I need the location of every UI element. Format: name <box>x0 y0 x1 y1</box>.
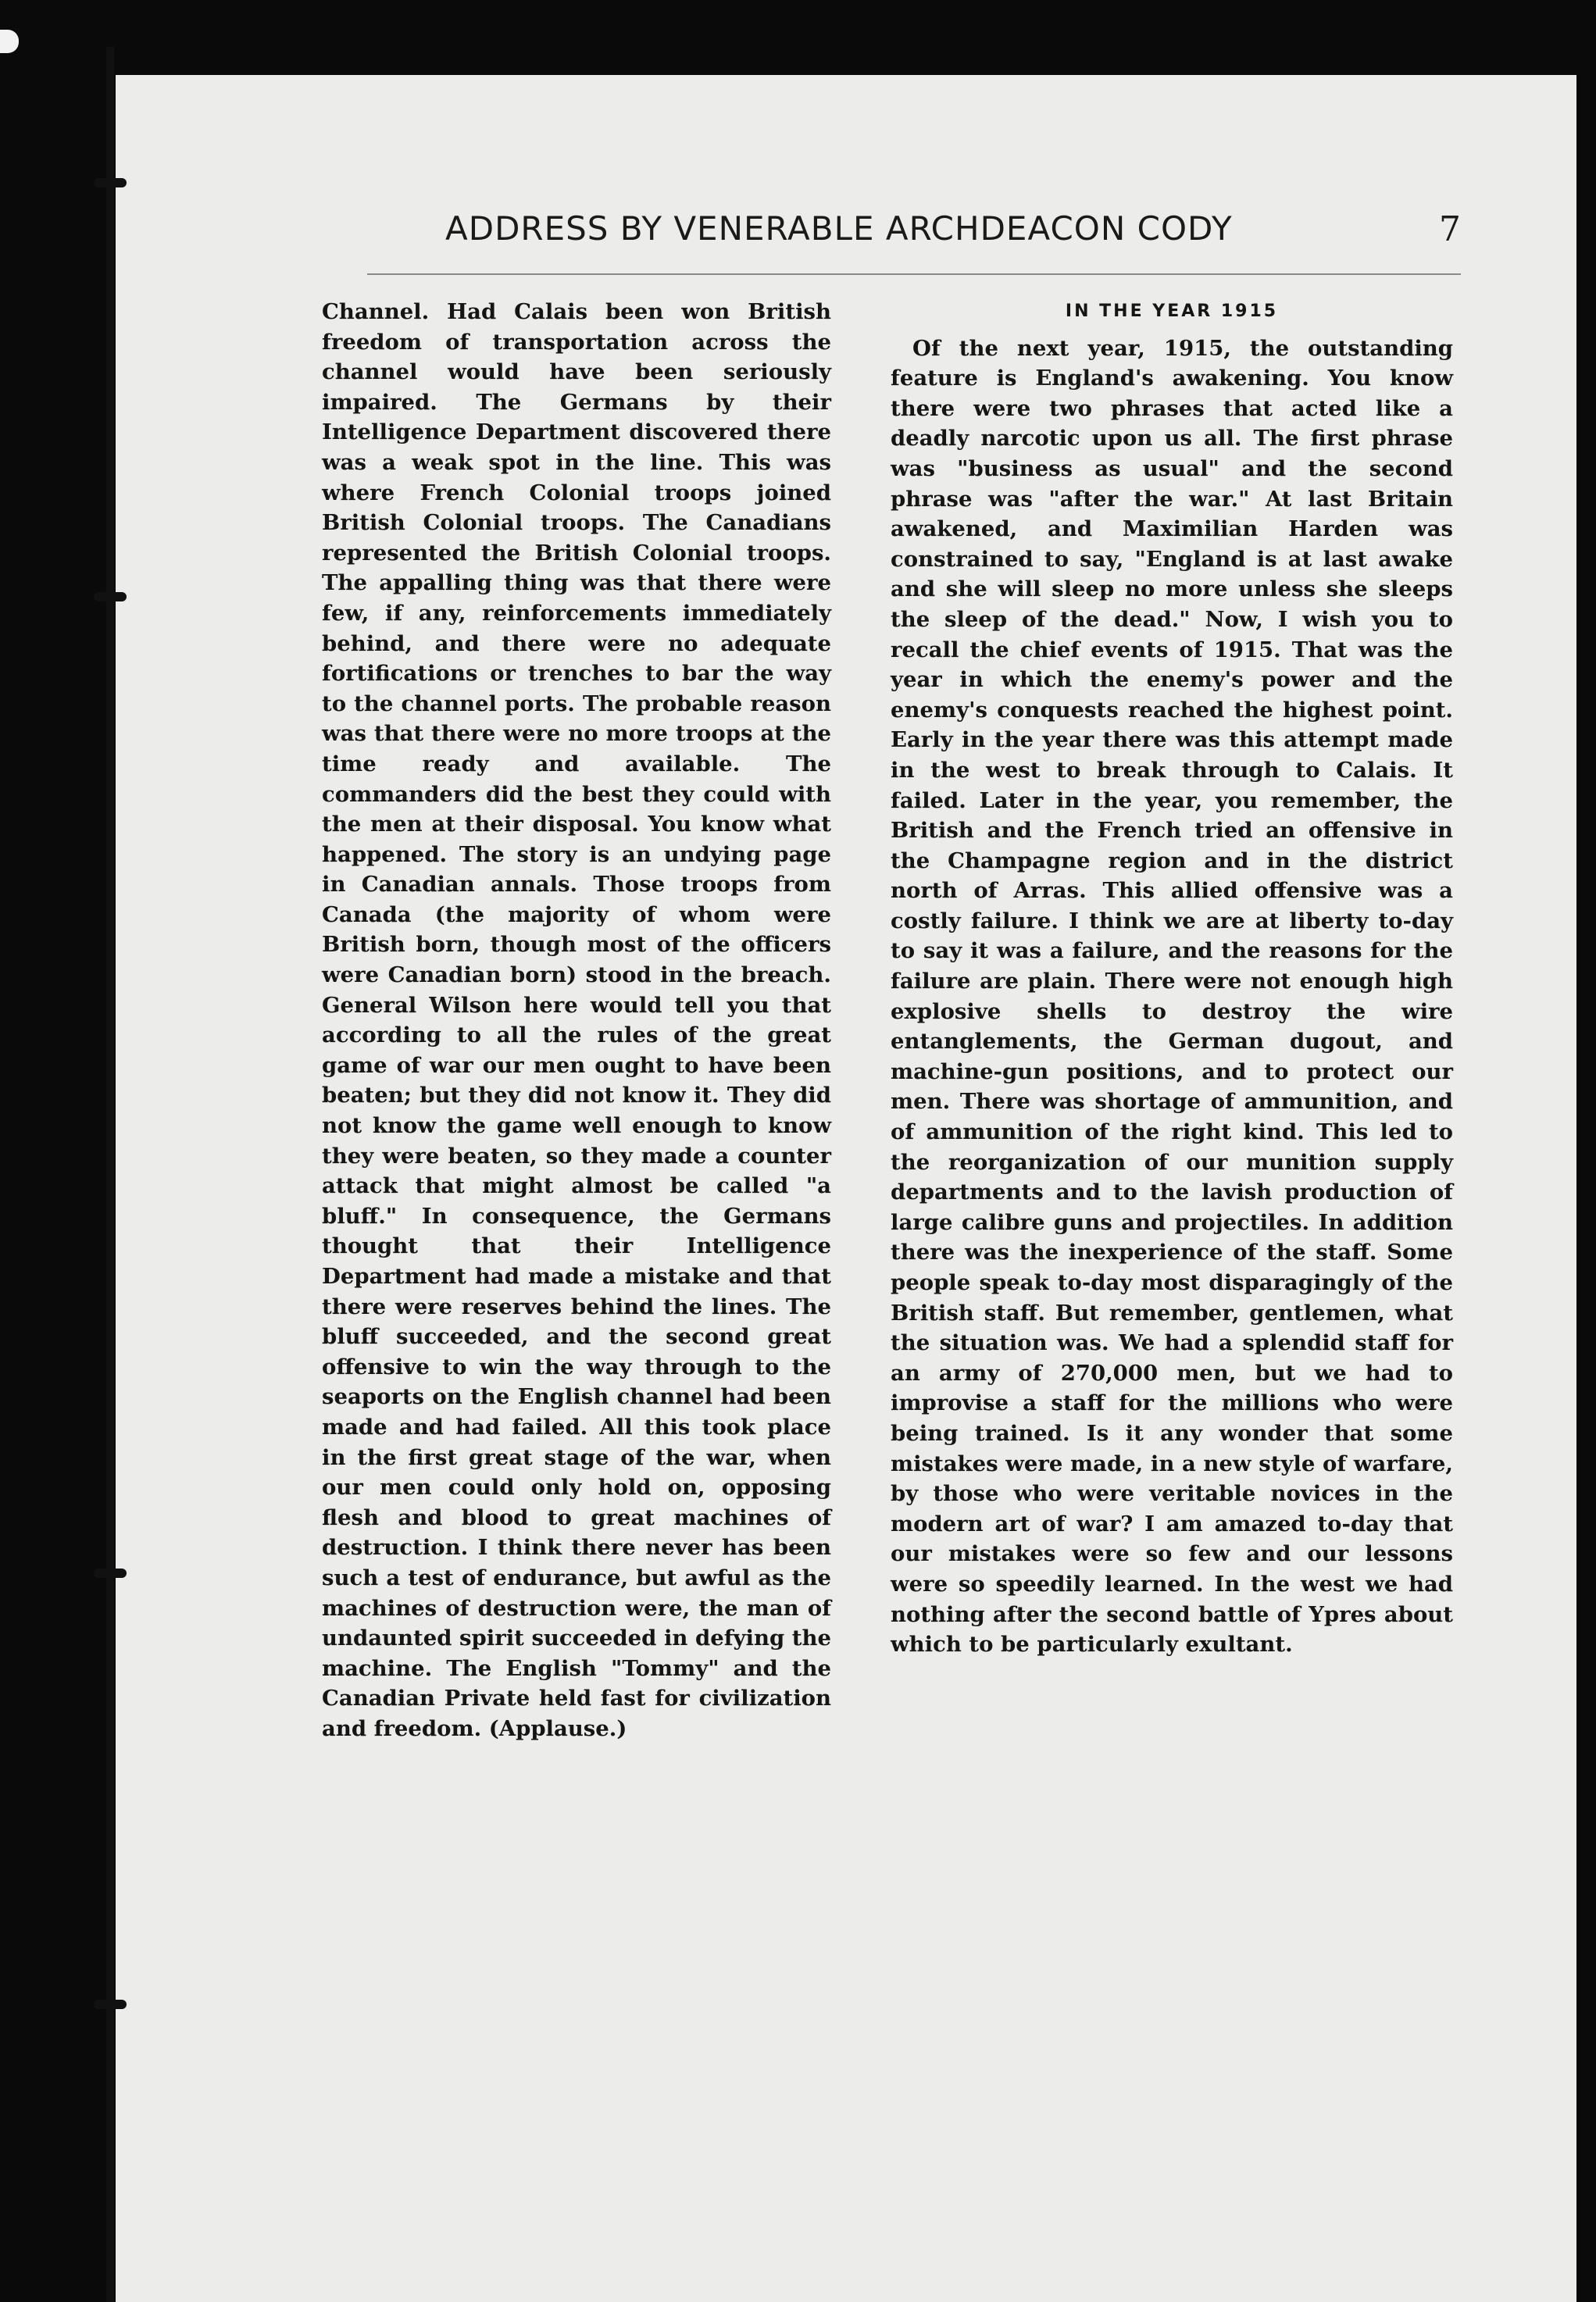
left-column <box>322 297 831 1744</box>
right-column <box>891 297 1453 1660</box>
body-paragraph: Channel. Had Calais been won British freedom of transportation across the channel would have been seriously impaired. The Germans by their Intelligence Department discovered there was a weak spot in the line. This was where French Colonial troops joined British Colonial troops. The Canadians represented the British Colonial troops. The appalling thing was that there were few, if any, reinforcements immediately behind, and there were no adequate fortifications or trenches to bar the way to the channel ports. The probable reason was that there were no more troops at the time ready and available. The commanders did the best they could with the men at their disposal. You know what happened. The story is an undying page in Canadian annals. Those troops from Canada (the majority of whom were British born, though most of the officers were Canadian born) stood in the breach. General Wilson here would tell you that according to all the rules of the great game of war our men ought to have been beaten; but they did not know it. They did not know the game well enough to know they were beaten, so they made a counter attack that might almost be called "a bluff." In consequence, the Germans thought that their Intelligence Department had made a mistake and that there were reserves behind the lines. The bluff succeeded, and the second great offensive to win the way through to the seaports on the English channel had been made and had failed. All this took place in the first great stage of the war, when our men could only hold on, opposing flesh and blood to great machines of destruction. I think there never has been such a test of endurance, but awful as the machines of destruction were, the man of undaunted spirit succeeded in defying the machine. The English "Tommy" and the Canadian Private held fast for civilization and freedom. (Applause.) <box>322 299 831 1741</box>
binding-stitch <box>94 178 127 187</box>
scan-border-top <box>0 0 1596 75</box>
page-number: 7 <box>1439 209 1461 249</box>
section-subheading: IN THE YEAR 1915 <box>1065 302 1279 321</box>
binding-stitch <box>94 1569 127 1578</box>
running-head: ADDRESS BY VENERABLE ARCHDEACON CODY <box>445 209 1233 248</box>
binding-thread <box>106 47 114 2302</box>
binding-stitch <box>94 592 127 601</box>
binding-stitch <box>94 2000 127 2009</box>
body-paragraph: Of the next year, 1915, the outstanding feature is England's awakening. You know there were two phrases that acted like a deadly narcotic upon us all. The first phrase was "business as usual" and the second phrase was "after the war." At last Britain awakened, and Maximilian Harden was constrained to say, "England is at last awake and she will sleep no more unless she sleeps the sleep of the dead." Now, I wish you to recall the chief events of 1915. That was the year in which the enemy's power and the enemy's conquests reached the highest point. Early in the year there was this attempt made in the west to break through to Calais. It failed. Later in the year, you remember, the British and the French tried an offensive in the Champagne region and in the district north of Arras. This allied offensive was a costly failure. I think we are at liberty to-day to say it was a failure, and the reasons for the failure are plain. There were not enough high explosive shells to destroy the wire entanglements, the German dugout, and machine-gun positions, and to protect our men. There was shortage of ammunition, and of ammunition of the right kind. This led to the reorganization of our munition supply departments and to the lavish production of large calibre guns and projectiles. In addition there was the inexperience of the staff. Some people speak to-day most disparagingly of the British staff. But remember, gentlemen, what the situation was. We had a splendid staff for an army of 270,000 men, but we had to improvise a staff for the millions who were being trained. Is it any wonder that some mistakes were made, in a new style of warfare, by those who were veritable novices in the modern art of war? I am amazed to-day that our mistakes were so few and our lessons were so speedily learned. In the west we had nothing after the second battle of Ypres about which to be particularly exultant. <box>891 335 1453 1658</box>
header-rule <box>367 273 1461 275</box>
